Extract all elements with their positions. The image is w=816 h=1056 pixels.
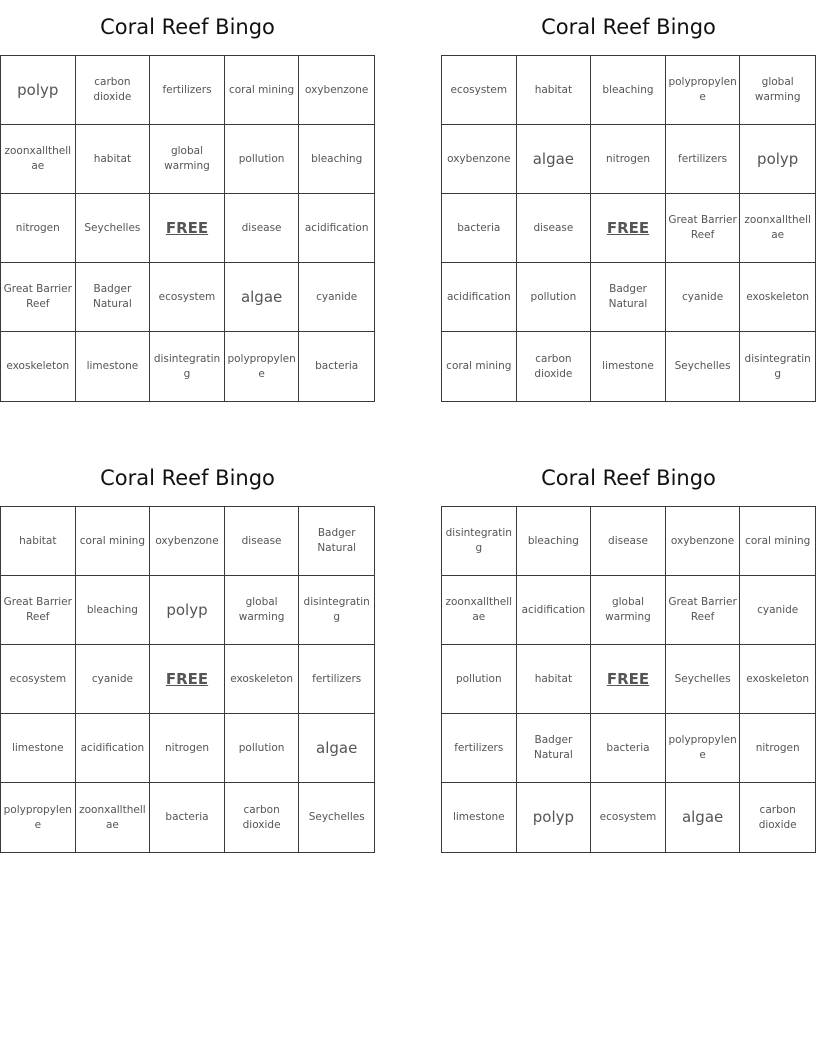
bingo-cell: carbon dioxide (225, 783, 300, 852)
free-space: FREE (150, 645, 225, 714)
bingo-cell: exoskeleton (740, 645, 815, 714)
bingo-cell: Badger Natural (591, 263, 666, 332)
bingo-cell: polypropylene (666, 714, 741, 783)
bingo-cell: zoonxallthellae (1, 125, 76, 194)
card-title: Coral Reef Bingo (100, 466, 275, 490)
bingo-cell: zoonxallthellae (442, 576, 517, 645)
bingo-cell: ecosystem (1, 645, 76, 714)
bingo-cell: bleaching (517, 507, 592, 576)
bingo-cell: disintegrating (150, 332, 225, 401)
bingo-cell: pollution (225, 714, 300, 783)
bingo-cell: oxybenzone (666, 507, 741, 576)
free-space: FREE (591, 645, 666, 714)
bingo-cell: habitat (517, 645, 592, 714)
bingo-cell: disintegrating (442, 507, 517, 576)
bingo-cell: oxybenzone (299, 56, 374, 125)
bingo-cell: zoonxallthellae (76, 783, 151, 852)
bingo-cell: Badger Natural (76, 263, 151, 332)
bingo-cell: Seychelles (76, 194, 151, 263)
bingo-cell: Badger Natural (517, 714, 592, 783)
bingo-cell: cyanide (299, 263, 374, 332)
free-space: FREE (150, 194, 225, 263)
bingo-cell: polypropylene (1, 783, 76, 852)
bingo-cell: acidification (76, 714, 151, 783)
bingo-cell: polyp (150, 576, 225, 645)
bingo-cell: fertilizers (666, 125, 741, 194)
bingo-cell: nitrogen (740, 714, 815, 783)
bingo-cell: bacteria (442, 194, 517, 263)
bingo-cell: Seychelles (308, 811, 365, 823)
bingo-cell: exoskeleton (1, 332, 76, 401)
bingo-cell: disintegrating (299, 576, 374, 645)
bingo-card-4 (441, 459, 816, 853)
bingo-cell: acidification (517, 576, 592, 645)
bingo-cell: algae (225, 263, 300, 332)
bingo-cell: Seychelles (666, 645, 741, 714)
bingo-cell: carbon dioxide (76, 56, 151, 125)
bingo-cell: coral mining (225, 56, 300, 125)
bingo-cell: polyp (517, 783, 592, 852)
bingo-cell: exoskeleton (225, 645, 300, 714)
bingo-cell: oxybenzone (150, 507, 225, 576)
bingo-cell: bacteria (315, 360, 359, 372)
bingo-cell: Great Barrier Reef (1, 576, 76, 645)
bingo-cell: cyanide (666, 263, 741, 332)
bingo-cell: bacteria (591, 714, 666, 783)
bingo-cell: ecosystem (150, 263, 225, 332)
bingo-cell: fertilizers (150, 56, 225, 125)
bingo-cell: bacteria (150, 783, 225, 852)
bingo-cell: Seychelles (666, 332, 741, 401)
bingo-cell: coral mining (740, 507, 815, 576)
bingo-cell: ecosystem (442, 56, 517, 125)
card-title: Coral Reef Bingo (541, 466, 716, 490)
bingo-cell: algae (666, 783, 741, 852)
bingo-cell: pollution (225, 125, 300, 194)
bingo-cell: disintegrating (744, 352, 811, 380)
bingo-cell: nitrogen (1, 194, 76, 263)
bingo-cell: disease (591, 507, 666, 576)
bingo-cell: bleaching (299, 125, 374, 194)
bingo-card-1 (0, 8, 375, 402)
bingo-cell: polyp (1, 56, 76, 125)
bingo-cell: bleaching (591, 56, 666, 125)
bingo-cell: cyanide (76, 645, 151, 714)
bingo-cell: Great Barrier Reef (666, 194, 741, 263)
bingo-cell: habitat (1, 507, 76, 576)
bingo-grid (441, 55, 816, 402)
bingo-cell: oxybenzone (442, 125, 517, 194)
card-title: Coral Reef Bingo (100, 15, 275, 39)
bingo-cell: global warming (740, 56, 815, 125)
bingo-cell: cyanide (740, 576, 815, 645)
bingo-cell: habitat (76, 125, 151, 194)
bingo-cell: polypropylene (225, 332, 300, 401)
bingo-cell: nitrogen (150, 714, 225, 783)
bingo-cell: carbon dioxide (758, 803, 797, 831)
bingo-cell: coral mining (442, 332, 517, 401)
bingo-grid (0, 506, 375, 853)
bingo-cell: algae (517, 125, 592, 194)
card-title: Coral Reef Bingo (541, 15, 716, 39)
bingo-cell: coral mining (76, 507, 151, 576)
bingo-card-3 (0, 459, 375, 853)
free-space: FREE (591, 194, 666, 263)
bingo-cell: polypropylene (666, 56, 741, 125)
bingo-cell: algae (299, 714, 374, 783)
bingo-cell: acidification (442, 263, 517, 332)
bingo-cell: global warming (591, 576, 666, 645)
bingo-cell: fertilizers (299, 645, 374, 714)
bingo-cell: limestone (591, 332, 666, 401)
bingo-cell: fertilizers (442, 714, 517, 783)
bingo-cell: bleaching (76, 576, 151, 645)
bingo-cell: acidification (299, 194, 374, 263)
bingo-cell: zoonxallthellae (740, 194, 815, 263)
bingo-cell: global warming (150, 125, 225, 194)
bingo-cell: exoskeleton (740, 263, 815, 332)
bingo-cell: limestone (76, 332, 151, 401)
bingo-cell: nitrogen (591, 125, 666, 194)
bingo-cell: polyp (740, 125, 815, 194)
bingo-cell: ecosystem (591, 783, 666, 852)
bingo-cell: Great Barrier Reef (666, 576, 741, 645)
bingo-cell: pollution (517, 263, 592, 332)
bingo-cell: limestone (442, 783, 517, 852)
bingo-cell: Great Barrier Reef (1, 263, 76, 332)
bingo-cell: carbon dioxide (517, 332, 592, 401)
bingo-cell: habitat (517, 56, 592, 125)
bingo-cell: pollution (442, 645, 517, 714)
bingo-cell: global warming (225, 576, 300, 645)
bingo-cell: limestone (1, 714, 76, 783)
bingo-grid (441, 506, 816, 853)
bingo-card-2 (441, 8, 816, 402)
bingo-cell: disease (225, 507, 300, 576)
bingo-cell: disease (517, 194, 592, 263)
bingo-cell: Badger Natural (299, 507, 374, 576)
bingo-cell: disease (225, 194, 300, 263)
bingo-grid (0, 55, 375, 402)
